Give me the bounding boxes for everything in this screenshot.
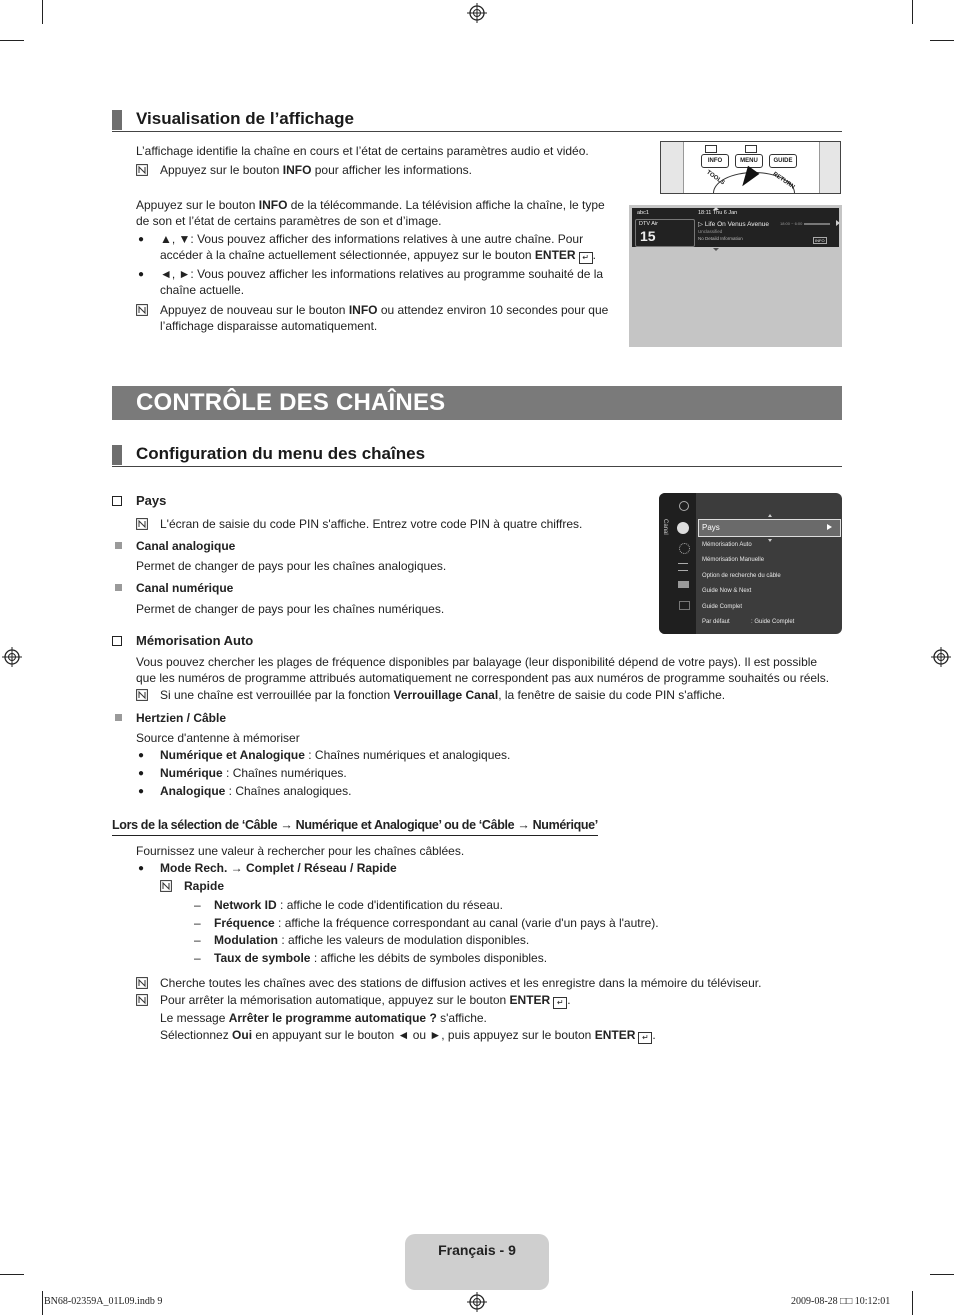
section-marker [112, 445, 122, 465]
menu-button: MENU [735, 154, 763, 168]
crop-mark [912, 1291, 913, 1315]
crop-mark [0, 40, 24, 41]
channel-name: abc1 [637, 210, 649, 216]
note-text: Cherche toutes les chaînes avec des stations de diffusion actives et les enregistre dans la mémoire du téléviseur. [160, 976, 762, 990]
bullet-icon: ● [138, 234, 145, 245]
bullet-text: ▲, ▼: Vous pouvez afficher des informations relatives à une autre chaîne. Pour [160, 232, 584, 246]
bullet-text: accéder à la chaîne actuellement sélectionnée, appuyez sur le bouton ENTER ↵ . [160, 248, 596, 262]
note-text: Pour arrêter la mémorisation automatique, appuyez sur le bouton ENTER ↵ . [160, 993, 571, 1007]
cable-item: Taux de symbole : affiche les débits de symboles disponibles. [214, 951, 548, 965]
paragraph: Vous pouvez chercher les plages de fréquence disponibles par balayage (leur disponibilité dépend de votre pays). Il est possible [136, 655, 818, 669]
cable-heading: Lors de la sélection de ‘Câble → Numérique et Analogique’ ou de ‘Câble → Numérique’ [112, 817, 598, 836]
note-icon [136, 994, 148, 1006]
menu-item: Par défaut [702, 619, 730, 625]
note-icon [160, 880, 172, 892]
setup-icon [679, 543, 690, 554]
file-info: BN68-02359A_01L09.indb 9 [44, 1296, 163, 1307]
menu-sidebar [659, 493, 696, 634]
chapter-title: CONTRÔLE DES CHAÎNES [136, 389, 446, 416]
source-label: DTV Air [639, 221, 658, 227]
crop-mark [42, 0, 43, 24]
progress-bar [804, 223, 830, 225]
tv-info-screen [629, 205, 842, 347]
menu-item-value: : Guide Complet [751, 619, 795, 625]
note-icon [136, 689, 148, 701]
application-icon [678, 581, 689, 588]
program-detail: No Detaild Information [698, 236, 743, 241]
remote-side [661, 142, 684, 194]
page-number-tab [405, 1234, 549, 1290]
option-text: Analogique : Chaînes analogiques. [160, 784, 352, 798]
menu-item: Mémorisation Manuelle [702, 557, 765, 563]
info-banner [632, 208, 839, 247]
menu-item: Option de recherche du câble [702, 573, 781, 579]
picture-icon [679, 501, 689, 511]
remote-control-image [660, 141, 841, 194]
subsection-heading: Pays [136, 493, 167, 508]
note-icon [136, 304, 148, 316]
down-arrow-icon [768, 539, 772, 542]
enter-icon: ↵ [638, 1032, 652, 1044]
item-title: Canal numérique [136, 581, 234, 595]
crop-mark [0, 1274, 24, 1275]
time-range: 18:00 ~ 6:00 [780, 221, 803, 226]
registration-mark-icon [2, 647, 22, 667]
note-icon [136, 518, 148, 530]
note-icon [136, 977, 148, 989]
checkbox-bullet-icon [112, 496, 122, 506]
channel-icon [677, 522, 689, 534]
up-arrow-icon [713, 207, 719, 210]
option-text: Numérique et Analogique : Chaînes numériques et analogiques. [160, 748, 511, 762]
subsection-heading: Mémorisation Auto [136, 633, 254, 648]
small-icon [745, 145, 757, 153]
rating: Unclassified [698, 229, 723, 234]
return-label: RETURN [771, 171, 796, 191]
bullet-icon: ● [138, 768, 145, 779]
registration-mark-icon [931, 647, 951, 667]
note-text: Le message Arrêter le programme automatique ? s'affiche. [160, 1011, 487, 1025]
info-button: INFO [701, 154, 729, 168]
item-desc: Permet de changer de pays pour les chaînes analogiques. [136, 559, 447, 573]
dash-bullet: – [194, 916, 201, 930]
enter-icon: ↵ [579, 252, 593, 264]
item-title: Hertzien / Câble [136, 711, 227, 725]
channel-menu-image [659, 493, 842, 634]
paragraph: que les numéros de programme attribués automatiquement ne correspondent pas aux numéros de programme souhaités ou réels. [136, 671, 830, 685]
checkbox-bullet-icon [112, 636, 122, 646]
crop-mark [42, 1291, 43, 1315]
registration-mark-icon [467, 1292, 487, 1312]
print-date: 2009-08-28 □□ 10:12:01 [791, 1296, 891, 1307]
section-rule [112, 466, 842, 467]
item-title: Canal analogique [136, 539, 236, 553]
paragraph: Appuyez sur le bouton INFO de la télécommande. La télévision affiche la chaîne, le type [136, 198, 605, 212]
dash-bullet: – [194, 933, 201, 947]
support-icon [679, 601, 690, 610]
cable-item: Modulation : affiche les valeurs de modulation disponibles. [214, 933, 530, 947]
bullet-icon: ● [138, 786, 145, 797]
square-bullet-icon [115, 542, 122, 549]
menu-item: Guide Now & Next [702, 588, 752, 594]
bullet-icon: ● [138, 863, 145, 874]
square-bullet-icon [115, 584, 122, 591]
bullet-icon: ● [138, 750, 145, 761]
intro-text: L’affichage identifie la chaîne en cours et l’état de certains paramètres audio et vidéo. [136, 144, 589, 158]
dash-bullet: – [194, 951, 201, 965]
datetime: 18:11 Thu 6 Jan [698, 210, 738, 216]
bullet-text: chaîne actuelle. [160, 283, 245, 297]
info-badge: INFO [815, 238, 825, 243]
crop-mark [930, 40, 954, 41]
bullet-text: ◄, ►: Vous pouvez afficher les informations relatives au programme souhaité de la [160, 267, 604, 281]
note-text: Si une chaîne est verrouillée par la fonction Verrouillage Canal, la fenêtre de saisie du code PIN s'affiche. [160, 688, 726, 702]
channel-number: 15 [640, 228, 656, 244]
rapide-label: Rapide [184, 879, 225, 893]
crop-mark [930, 1274, 954, 1275]
cable-item: Network ID : affiche le code d'identification du réseau. [214, 898, 503, 912]
down-arrow-icon [713, 248, 719, 251]
cable-item: Fréquence : affiche la fréquence correspondant au canal (varie d'un pays à l'autre). [214, 916, 659, 930]
mode-text: Mode Rech. → Complet / Réseau / Rapide [160, 861, 397, 875]
menu-side-label: Canal [662, 519, 668, 535]
enter-icon: ↵ [553, 997, 567, 1009]
paragraph: Fournissez une valeur à rechercher pour les chaînes câblées. [136, 844, 465, 858]
registration-mark-icon [467, 3, 487, 23]
menu-item: Guide Complet [702, 604, 743, 610]
chapter-banner [112, 386, 842, 420]
menu-item: Mémorisation Auto [702, 542, 752, 548]
menu-item: Pays [702, 523, 720, 532]
item-desc: Permet de changer de pays pour les chaînes numériques. [136, 602, 445, 616]
note-text: Appuyez sur le bouton INFO pour afficher les informations. [160, 163, 472, 177]
section-rule [112, 131, 842, 132]
note-text: Appuyez de nouveau sur le bouton INFO ou attendez environ 10 secondes pour que [160, 303, 609, 317]
crop-mark [912, 0, 913, 24]
item-desc: Source d'antenne à mémoriser [136, 731, 300, 745]
dash-bullet: – [194, 898, 201, 912]
small-icon [705, 145, 717, 153]
guide-button: GUIDE [769, 154, 797, 168]
note-icon [136, 164, 148, 176]
channel-box [635, 219, 695, 247]
tools-label: TOOLS [705, 169, 726, 187]
note-text: L'écran de saisie du code PIN s'affiche. Entrez votre code PIN à quatre chiffres. [160, 517, 583, 531]
note-text: l’affichage disparaisse automatiquement. [160, 319, 378, 333]
paragraph: de son et l’état de certains paramètres de son et d’image. [136, 214, 442, 228]
note-text: Sélectionnez Oui en appuyant sur le bouton ◄ ou ►, puis appuyez sur le bouton ENTER ↵ . [160, 1028, 656, 1042]
page-label: Français - 9 [438, 1242, 516, 1258]
right-arrow-icon [836, 220, 840, 226]
section-title: Configuration du menu des chaînes [136, 444, 426, 463]
input-icon [678, 563, 688, 571]
section-marker [112, 110, 122, 130]
section-title: Visualisation de l’affichage [136, 109, 354, 128]
square-bullet-icon [115, 714, 122, 721]
program-title: ▷ Life On Venus Avenue [698, 221, 770, 228]
right-arrow-icon [827, 524, 832, 530]
option-text: Numérique : Chaînes numériques. [160, 766, 347, 780]
remote-side [819, 142, 841, 194]
up-arrow-icon [768, 514, 772, 517]
bullet-icon: ● [138, 269, 145, 280]
